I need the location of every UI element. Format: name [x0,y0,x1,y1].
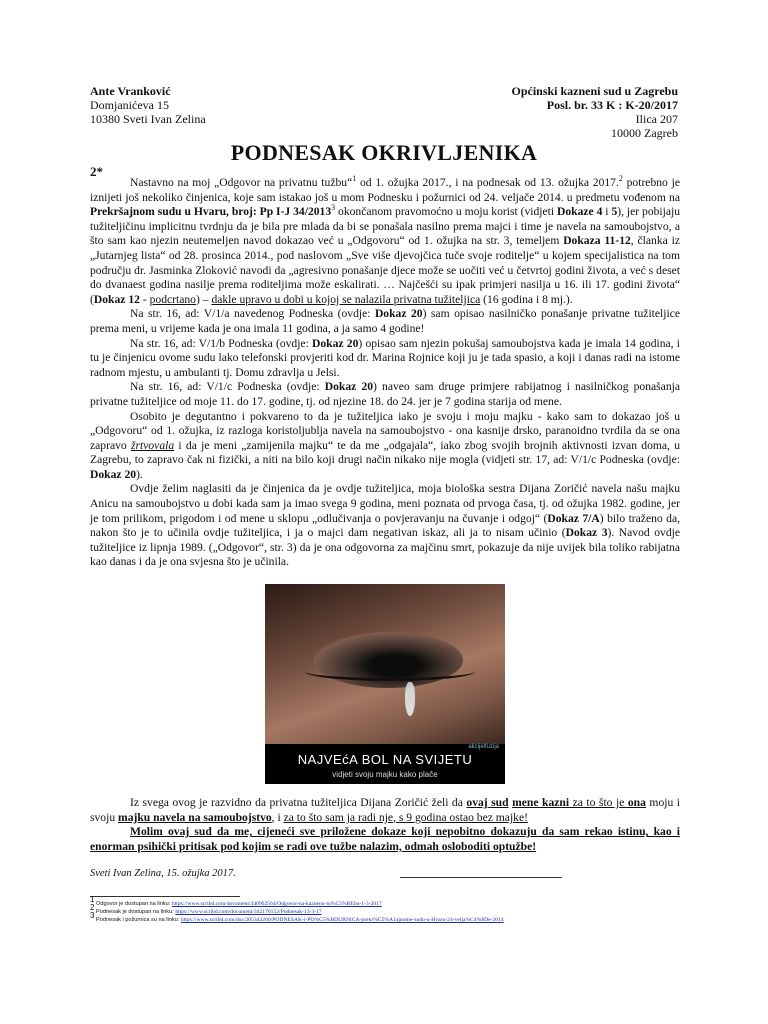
footnote-ref[interactable]: 2 [618,174,623,184]
text: Osobito je degutantno i pokvareno to da je tužiteljica iako je svoju i moju majku - kako sam to dokazao još u „Odgovoru“ od 1. ožujka, iz razloga koristoljublja navela na samoubojstvo - ona kasnije drsko, paranoidno tvrdila da se ona zapravo [90,409,680,452]
text: ). Navod ovdje tužiteljice iz lipnja 1989. („Odgovor“, str. 3) da je ona odgovorna za majčinu smrt, pokazuje da nije uvijek bila toliko rabijatna kao danas i da je ona svjesna što je učinila. [90,526,680,569]
eyelash-shape [305,662,475,681]
footnote-label: Podnesak je dostupan na linku: [96,909,176,915]
text: , i [271,810,284,824]
sender-city: 10380 Sveti Ivan Zelina [90,112,206,126]
paragraph-7 [90,796,680,825]
text: Iz svega ovog je razvidno da privatna tužiteljica Dijana Zoričić želi da [130,796,467,809]
text: od 1. ožujka 2017., i na podnesak od 13. ožujka 2017. [356,176,619,189]
evidence-ref: Dokaze 4 [557,205,603,219]
paragraph-1 [90,176,680,307]
footnote-label: Odgovor je dostupan na linku: [96,901,172,907]
place-and-date: Sveti Ivan Zelina, 15. ožujka 2017. [90,868,236,879]
evidence-ref: Dokaz 3 [565,526,608,540]
page-marker: 2* [90,164,103,179]
text: ) naveo sam druge primjere rabijatnog i nasilničkog ponašanja privatne tužiteljice od moje 11. do 17. godine, tj. od njezine 18. do 24. jer je 7 godina starija od mene. [90,380,680,408]
body-text [90,176,680,570]
tear-drop [405,682,415,716]
underlined-text: , s 9 godina ostao bez majke! [393,810,528,824]
image-caption-title: NAJVEćA BOL NA SVIJETU [297,752,473,767]
emphasis: ovaj sud [466,796,509,809]
text: ) sam opisao nasilničko ponašanje privatne tužiteljice prema meni, u vrijeme kada je ona imala 11 godina, a ja samo 4 godine! [90,307,680,335]
underlined-text: za to što sam ja radi nje [283,810,394,824]
paragraph-4 [90,380,680,409]
emphasized-word: žrtvovala [130,438,175,452]
document-title: PODNESAK OKRIVLJENIKA [230,140,538,165]
sender-name: Ante Vranković [90,84,171,98]
footnote-link[interactable]: https://www.scribd.com/document/342176152/Podnesak-13-3-17 [175,909,322,915]
evidence-ref: Dokaz 7/A [547,511,600,525]
evidence-ref: Dokaza 11-12 [563,234,631,248]
image-watermark: akcijelfuzija [468,744,499,750]
footnote-ref[interactable]: 3 [331,203,336,213]
evidence-ref: Dokaz 20 [374,307,423,321]
text: Ovdje želim naglasiti da je činjenica da je ovdje tužiteljica, moja biološka sestra Dijana Zoričić navela našu majku Anicu na samoubojstvo u dobi kada sam ja imao svega 9 godina, meni poznata od prvoga časa, tj. od ožujka 1982. godine, jer je tom prilikom, prigodom i od mene u sklopu „odlučivanja o povjeravanju na čuvanje i odgoj“ ( [90,482,680,525]
text: i da je meni „zamijenila majku“ te da me „odgajala“, iako zbog svojih brojnih aktivnosti izvan doma, u Zagrebu, to zapravo čak ni fizički, a niti na bilo koji drugi način nikako nije mogla (vidjeti str. 17, ad: V/1/c Podneska (ovdje: [90,438,681,467]
recipient-street: Ilica 207 [635,112,678,126]
evidence-ref: 5 [611,205,618,219]
footnote-number: 2 [90,903,95,913]
text: za to što je [569,796,628,809]
text: Na str. 16, ad: V/1/c Podneska (ovdje: [130,380,325,394]
text: - [139,292,150,306]
sender-address [90,84,206,126]
emphasis: majku navela na samoubojstvo [118,810,272,824]
paragraph-8 [90,825,680,854]
text: Molim ovaj sud da me, [130,825,258,839]
text: koji nepobitno dokazuju da sam rekao istinu, kao i enorman psihički pritisak pod kojim se radi ove tužbe nalazim, odmah [90,825,681,853]
paragraph-3 [90,337,680,381]
footnote-1 [90,895,690,908]
underlined-text: dakle upravo u dobi u kojoj se nalazila privatna tužiteljica [211,292,481,306]
recipient-court: Općinski kazneni sud u Zagrebu [511,84,678,98]
text: Na str. 16, ad: V/1/a navedenog Podneska (ovdje: [130,307,375,321]
footnote-number: 3 [90,911,95,921]
text: ). [136,467,143,481]
paragraph-5 [90,410,680,483]
emphasis: osloboditi [441,839,491,853]
text: Na str. 16, ad: V/1/b Podneska (ovdje: [130,336,313,350]
footnotes [90,895,690,924]
text: potrebno je iznijeti još nekoliko činjenica, koje sam istakao još u mom Podnesku i požurnici od 24. veljače 2014. u predmetu vođenom na [90,176,680,204]
text: okončanom pravomoćno u moju korist (vidjeti [335,205,557,219]
court-reference: Prekršajnom sudu u Hvaru, broj: Pp I-J 34/2013 [90,205,332,219]
evidence-ref: Dokaz 20 [324,380,374,394]
sender-street: Domjanićeva 15 [90,98,169,112]
text: ! [532,839,537,853]
signature-line [400,877,562,878]
underlined-text: podcrtano [149,292,196,306]
text: Nastavno na moj „Odgovor na privatnu tužbu“ [130,176,353,189]
evidence-ref: Dokaz 20 [90,467,137,481]
text: ) opisao sam njezin pokušaj samoubojstva kada je imala 14 godina, i tu je činjenicu ovome sudu lako telefonski provjeriti kod dr. Marina Rojnice koji ju je tada spasio, a koji i danas radi na istome radnom mjestu, u ambulanti tj. Domu zdravlja u Jelsi. [90,336,680,379]
footnote-label: Podnesak i požurnica su na linku: [96,917,181,923]
case-number: Posl. br. 33 K : K-20/2017 [546,98,678,112]
paragraph-2 [90,307,680,336]
crying-eye-image [265,584,505,784]
evidence-ref: Dokaz 20 [312,336,359,350]
evidence-ref: Dokaz 12 [93,292,140,306]
recipient-city: 10000 Zagreb [611,126,678,140]
emphasis: cijeneći sve priložene dokaze [257,825,407,839]
paragraph-6 [90,482,680,570]
emphasis: optužbe [492,839,533,853]
footnote-separator [90,896,240,897]
text: moju i svoju [90,796,680,824]
text: ), jer pobijaju tužiteljičinu implicitnu tvrdnju da je bila pre mlada da bi se ponašala nasilno prema majci i time je navela na samoubojstvo, a što sam kao njezin neutemeljen navod dokazao već u „Odgovoru“ od 1. ožujka na str. 3, temeljem [90,205,681,248]
image-caption-subtitle: vidjeti svoju majku kako plače [332,770,438,779]
closing-text [90,796,680,854]
emphasis: mene kazni [512,796,570,809]
footnote-number: 1 [90,895,95,905]
text: i [602,205,612,219]
text: , članka iz „Jutarnjeg lista“ od 28. prosinca 2014., pod naslovom „Sve više djevojčica tuče svoje roditelje“ u kojem specijalistica na tom području dr. Jasminka Zloković navodi da „agresivno ponašanje djece može se uočiti već u četvrtoj godini života, a već s deset do dvanaest godina nasilje prema roditeljima može eskalirati. … Najčešći su ipak primjeri nasilja u 16. ili 17. godini života“ ( [90,234,680,306]
text: ) bilo traženo da, nakon što je to učinila ovdje tužiteljica, i ja o majci dam negativan iskaz, ali ja to nisam učinio ( [90,511,680,540]
footnote-link[interactable]: https://www.scribd.com/doc/205343260/PODNESAK-i-PO%C5%BDURNICA-prekr%C5%A1ajnome-sudu-u-Hvaru-24-velja%C4%8De-2014 [180,917,504,923]
footnote-ref[interactable]: 1 [352,174,357,184]
text: ) – [195,292,212,306]
recipient-address [511,84,678,140]
text: (16 godina i 8 mj.). [480,292,573,306]
emphasis: ona [627,796,646,809]
footnote-link[interactable]: https://www.scribd.com/document/340902564/Odgovor-na-kaznenu-tu%C5%BEbu-1-3-2017 [171,901,382,907]
